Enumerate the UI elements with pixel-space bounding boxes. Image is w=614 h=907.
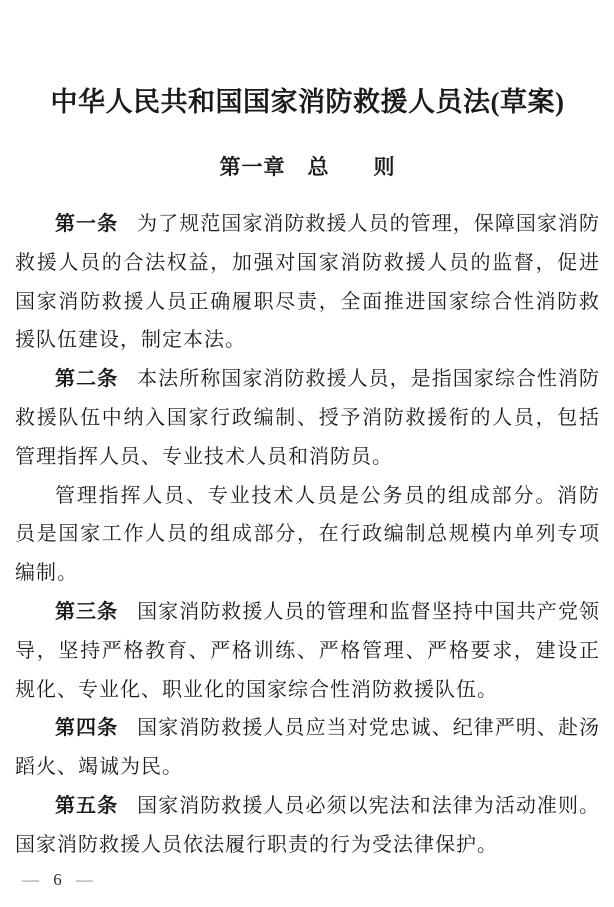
page-footer [22, 869, 93, 891]
article-paragraph [15, 593, 600, 709]
article-number: 第一条 [55, 213, 119, 235]
article-text: 本法所称国家消防救援人员，是指国家综合性消防救援队伍中纳入国家行政编制、授予消防救援衔的人员，包括管理指挥人员、专业技术人员和消防员。 [15, 368, 600, 468]
footer-left-dash: — [22, 870, 39, 889]
document-title: 中华人民共和国国家消防救援人员法(草案) [50, 87, 565, 117]
article-paragraph [15, 360, 600, 476]
article-paragraph [15, 787, 600, 865]
footer-right-dash: — [76, 870, 93, 889]
article-number: 第五条 [55, 794, 119, 817]
page-number: 6 [53, 870, 62, 889]
article-text: 国家消防救援人员应当对党忠诚、纪律严明、赴汤蹈火、竭诚为民。 [15, 717, 600, 779]
article-paragraph [15, 477, 600, 593]
article-text: 为了规范国家消防救援人员的管理，保障国家消防救援人员的合法权益，加强对国家消防救援人员的监督，促进国家消防救援人员正确履职尽责，全面推进国家综合性消防救援队伍建设，制定本法。 [15, 213, 600, 352]
article-paragraph [15, 709, 600, 787]
article-number: 第二条 [55, 368, 119, 391]
article-number: 第三条 [55, 600, 119, 623]
chapter-heading: 第一章 总 则 [219, 155, 396, 179]
article-text: 管理指挥人员、专业技术人员是公务员的组成部分。消防员是国家工作人员的组成部分，在行政编制总规模内单列专项编制。 [15, 484, 600, 585]
article-paragraph [15, 205, 600, 360]
article-text: 国家消防救援人员的管理和监督坚持中国共产党领导，坚持严格教育、严格训练、严格管理、严格要求，建设正规化、专业化、职业化的国家综合性消防救援队伍。 [15, 600, 600, 701]
article-number: 第四条 [55, 717, 119, 740]
document-body [15, 205, 600, 865]
article-text: 国家消防救援人员必须以宪法和法律为活动准则。国家消防救援人员依法履行职责的行为受法律保护。 [15, 794, 600, 856]
